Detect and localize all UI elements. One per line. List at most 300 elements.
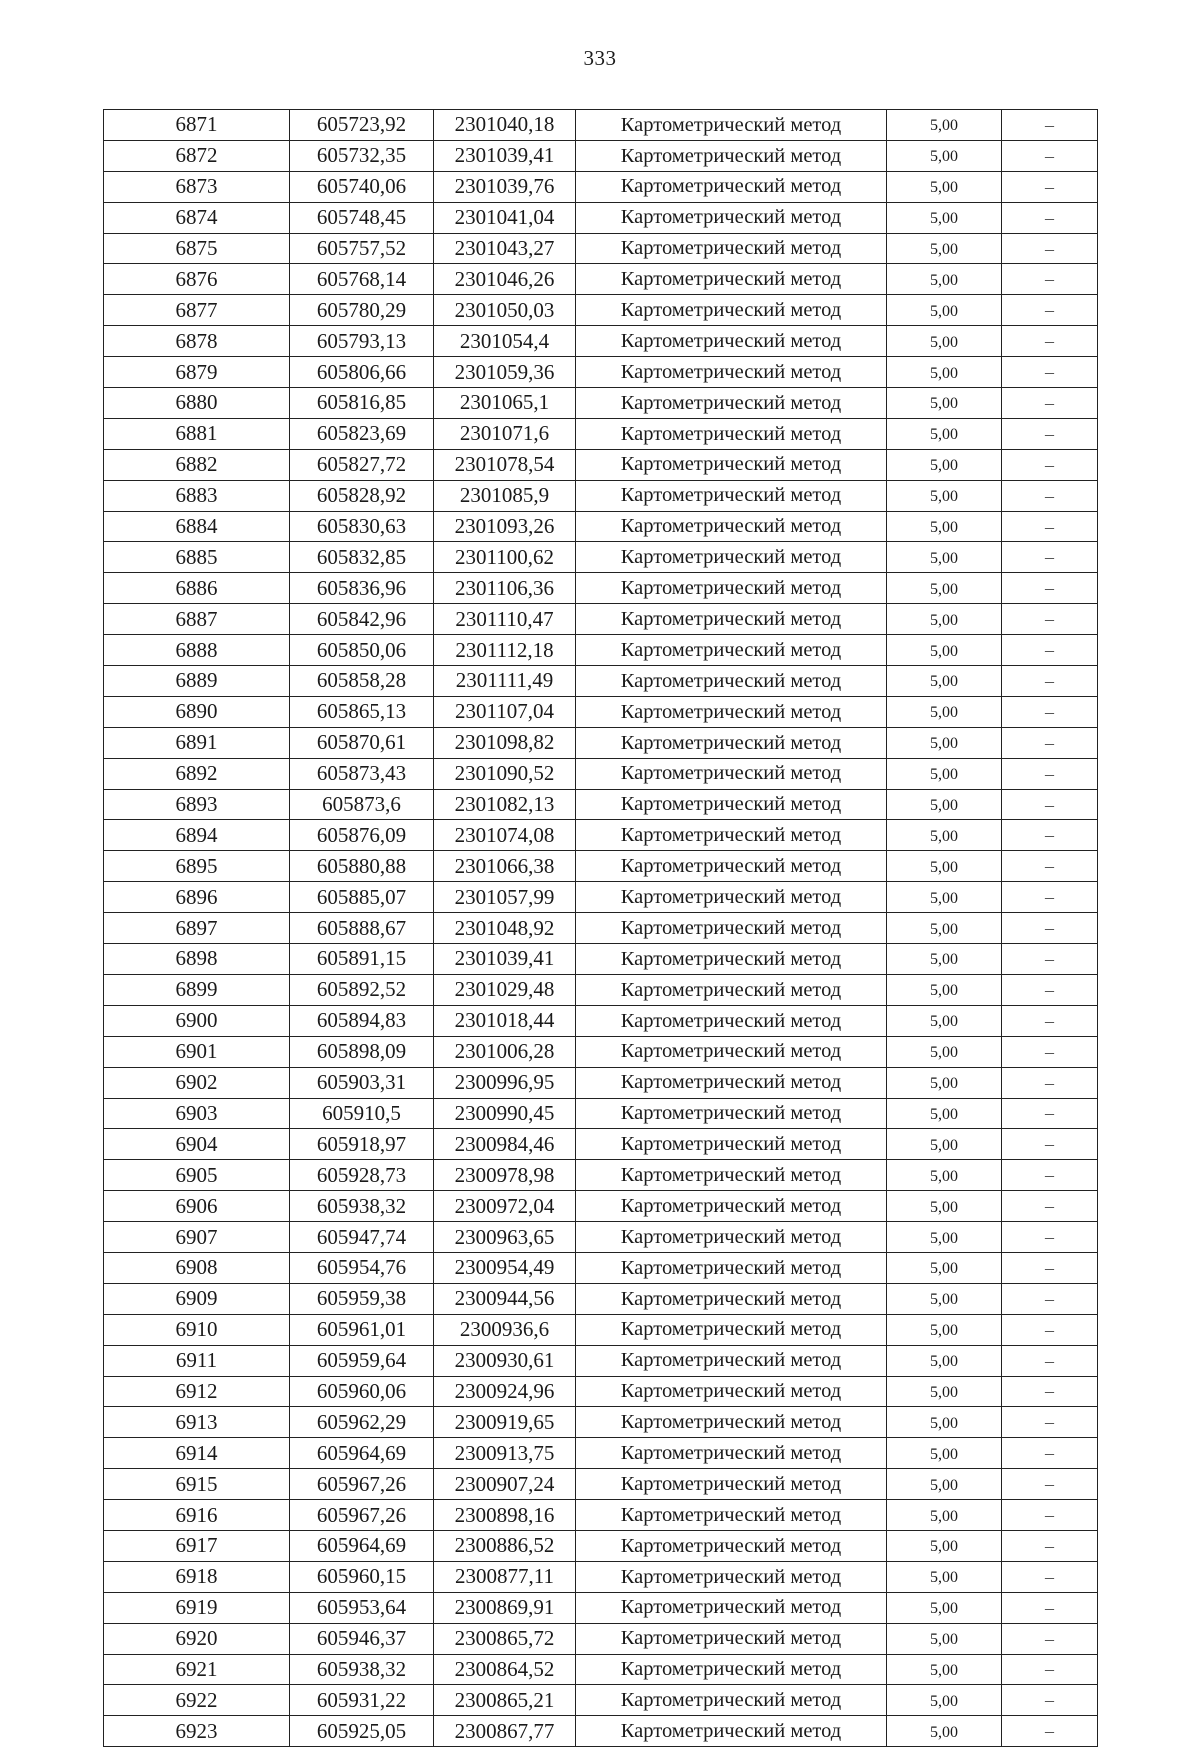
description-cell: – — [1002, 851, 1098, 882]
point-number-cell: 6895 — [104, 851, 290, 882]
method-cell: Картометрический метод — [576, 1345, 887, 1376]
description-cell: – — [1002, 1685, 1098, 1716]
x-coordinate-cell: 605827,72 — [290, 449, 434, 480]
accuracy-cell: 5,00 — [887, 1005, 1002, 1036]
x-coordinate-cell: 605850,06 — [290, 635, 434, 666]
accuracy-cell: 5,00 — [887, 1036, 1002, 1067]
y-coordinate-cell: 2300990,45 — [434, 1098, 576, 1129]
accuracy-cell: 5,00 — [887, 480, 1002, 511]
method-cell: Картометрический метод — [576, 326, 887, 357]
table-row — [104, 882, 1098, 913]
point-number-cell: 6899 — [104, 974, 290, 1005]
description-cell: – — [1002, 696, 1098, 727]
method-cell: Картометрический метод — [576, 696, 887, 727]
point-number-cell: 6878 — [104, 326, 290, 357]
accuracy-cell: 5,00 — [887, 820, 1002, 851]
accuracy-cell: 5,00 — [887, 418, 1002, 449]
x-coordinate-cell: 605954,76 — [290, 1252, 434, 1283]
accuracy-cell: 5,00 — [887, 635, 1002, 666]
description-cell: – — [1002, 326, 1098, 357]
x-coordinate-cell: 605740,06 — [290, 171, 434, 202]
point-number-cell: 6890 — [104, 696, 290, 727]
method-cell: Картометрический метод — [576, 1129, 887, 1160]
table-row — [104, 974, 1098, 1005]
accuracy-cell: 5,00 — [887, 202, 1002, 233]
table-row — [104, 140, 1098, 171]
method-cell: Картометрический метод — [576, 882, 887, 913]
table-row — [104, 449, 1098, 480]
method-cell: Картометрический метод — [576, 851, 887, 882]
point-number-cell: 6883 — [104, 480, 290, 511]
accuracy-cell: 5,00 — [887, 1283, 1002, 1314]
x-coordinate-cell: 605898,09 — [290, 1036, 434, 1067]
method-cell: Картометрический метод — [576, 1376, 887, 1407]
table-row — [104, 233, 1098, 264]
accuracy-cell: 5,00 — [887, 1191, 1002, 1222]
x-coordinate-cell: 605931,22 — [290, 1685, 434, 1716]
point-number-cell: 6872 — [104, 140, 290, 171]
method-cell: Картометрический метод — [576, 1283, 887, 1314]
point-number-cell: 6923 — [104, 1716, 290, 1747]
description-cell: – — [1002, 1376, 1098, 1407]
description-cell: – — [1002, 974, 1098, 1005]
table-row — [104, 604, 1098, 635]
method-cell: Картометрический метод — [576, 357, 887, 388]
method-cell: Картометрический метод — [576, 1530, 887, 1561]
accuracy-cell: 5,00 — [887, 882, 1002, 913]
point-number-cell: 6877 — [104, 295, 290, 326]
y-coordinate-cell: 2300930,61 — [434, 1345, 576, 1376]
table-row — [104, 1438, 1098, 1469]
y-coordinate-cell: 2300978,98 — [434, 1160, 576, 1191]
y-coordinate-cell: 2301018,44 — [434, 1005, 576, 1036]
y-coordinate-cell: 2300924,96 — [434, 1376, 576, 1407]
y-coordinate-cell: 2300864,52 — [434, 1654, 576, 1685]
point-number-cell: 6917 — [104, 1530, 290, 1561]
description-cell: – — [1002, 1283, 1098, 1314]
y-coordinate-cell: 2301090,52 — [434, 758, 576, 789]
y-coordinate-cell: 2301112,18 — [434, 635, 576, 666]
y-coordinate-cell: 2300936,6 — [434, 1314, 576, 1345]
method-cell: Картометрический метод — [576, 1685, 887, 1716]
point-number-cell: 6871 — [104, 110, 290, 141]
table-row — [104, 635, 1098, 666]
y-coordinate-cell: 2301043,27 — [434, 233, 576, 264]
description-cell: – — [1002, 1561, 1098, 1592]
y-coordinate-cell: 2301078,54 — [434, 449, 576, 480]
point-number-cell: 6880 — [104, 388, 290, 419]
x-coordinate-cell: 605832,85 — [290, 542, 434, 573]
method-cell: Картометрический метод — [576, 820, 887, 851]
accuracy-cell: 5,00 — [887, 727, 1002, 758]
method-cell: Картометрический метод — [576, 418, 887, 449]
accuracy-cell: 5,00 — [887, 1530, 1002, 1561]
description-cell: – — [1002, 1222, 1098, 1253]
accuracy-cell: 5,00 — [887, 1685, 1002, 1716]
accuracy-cell: 5,00 — [887, 604, 1002, 635]
method-cell: Картометрический метод — [576, 1407, 887, 1438]
accuracy-cell: 5,00 — [887, 326, 1002, 357]
point-number-cell: 6891 — [104, 727, 290, 758]
method-cell: Картометрический метод — [576, 1222, 887, 1253]
y-coordinate-cell: 2301107,04 — [434, 696, 576, 727]
point-number-cell: 6881 — [104, 418, 290, 449]
description-cell: – — [1002, 418, 1098, 449]
coordinates-table-body — [104, 110, 1098, 1747]
accuracy-cell: 5,00 — [887, 573, 1002, 604]
y-coordinate-cell: 2301039,41 — [434, 140, 576, 171]
y-coordinate-cell: 2301059,36 — [434, 357, 576, 388]
description-cell: – — [1002, 295, 1098, 326]
accuracy-cell: 5,00 — [887, 1252, 1002, 1283]
point-number-cell: 6906 — [104, 1191, 290, 1222]
accuracy-cell: 5,00 — [887, 974, 1002, 1005]
table-row — [104, 1376, 1098, 1407]
method-cell: Картометрический метод — [576, 110, 887, 141]
x-coordinate-cell: 605964,69 — [290, 1530, 434, 1561]
x-coordinate-cell: 605959,64 — [290, 1345, 434, 1376]
point-number-cell: 6893 — [104, 789, 290, 820]
table-row — [104, 1191, 1098, 1222]
y-coordinate-cell: 2301048,92 — [434, 913, 576, 944]
table-row — [104, 326, 1098, 357]
x-coordinate-cell: 605828,92 — [290, 480, 434, 511]
accuracy-cell: 5,00 — [887, 1592, 1002, 1623]
y-coordinate-cell: 2301093,26 — [434, 511, 576, 542]
x-coordinate-cell: 605816,85 — [290, 388, 434, 419]
method-cell: Картометрический метод — [576, 789, 887, 820]
table-row — [104, 727, 1098, 758]
description-cell: – — [1002, 635, 1098, 666]
x-coordinate-cell: 605962,29 — [290, 1407, 434, 1438]
description-cell: – — [1002, 542, 1098, 573]
table-row — [104, 542, 1098, 573]
point-number-cell: 6916 — [104, 1500, 290, 1531]
accuracy-cell: 5,00 — [887, 1500, 1002, 1531]
accuracy-cell: 5,00 — [887, 1407, 1002, 1438]
y-coordinate-cell: 2301074,08 — [434, 820, 576, 851]
accuracy-cell: 5,00 — [887, 758, 1002, 789]
y-coordinate-cell: 2300963,65 — [434, 1222, 576, 1253]
accuracy-cell: 5,00 — [887, 789, 1002, 820]
x-coordinate-cell: 605910,5 — [290, 1098, 434, 1129]
accuracy-cell: 5,00 — [887, 696, 1002, 727]
accuracy-cell: 5,00 — [887, 511, 1002, 542]
y-coordinate-cell: 2300865,21 — [434, 1685, 576, 1716]
table-row — [104, 1716, 1098, 1747]
accuracy-cell: 5,00 — [887, 542, 1002, 573]
y-coordinate-cell: 2301071,6 — [434, 418, 576, 449]
method-cell: Картометрический метод — [576, 171, 887, 202]
x-coordinate-cell: 605938,32 — [290, 1654, 434, 1685]
point-number-cell: 6903 — [104, 1098, 290, 1129]
table-row — [104, 388, 1098, 419]
point-number-cell: 6908 — [104, 1252, 290, 1283]
table-row — [104, 357, 1098, 388]
accuracy-cell: 5,00 — [887, 944, 1002, 975]
point-number-cell: 6887 — [104, 604, 290, 635]
point-number-cell: 6904 — [104, 1129, 290, 1160]
point-number-cell: 6909 — [104, 1283, 290, 1314]
method-cell: Картометрический метод — [576, 1469, 887, 1500]
description-cell: – — [1002, 666, 1098, 697]
method-cell: Картометрический метод — [576, 1067, 887, 1098]
method-cell: Картометрический метод — [576, 1654, 887, 1685]
method-cell: Картометрический метод — [576, 758, 887, 789]
accuracy-cell: 5,00 — [887, 110, 1002, 141]
y-coordinate-cell: 2300898,16 — [434, 1500, 576, 1531]
point-number-cell: 6889 — [104, 666, 290, 697]
table-row — [104, 418, 1098, 449]
description-cell: – — [1002, 820, 1098, 851]
table-row — [104, 666, 1098, 697]
accuracy-cell: 5,00 — [887, 851, 1002, 882]
description-cell: – — [1002, 913, 1098, 944]
x-coordinate-cell: 605885,07 — [290, 882, 434, 913]
method-cell: Картометрический метод — [576, 1561, 887, 1592]
description-cell: – — [1002, 110, 1098, 141]
table-row — [104, 1160, 1098, 1191]
accuracy-cell: 5,00 — [887, 1222, 1002, 1253]
method-cell: Картометрический метод — [576, 1191, 887, 1222]
accuracy-cell: 5,00 — [887, 1129, 1002, 1160]
x-coordinate-cell: 605823,69 — [290, 418, 434, 449]
x-coordinate-cell: 605959,38 — [290, 1283, 434, 1314]
table-row — [104, 820, 1098, 851]
x-coordinate-cell: 605953,64 — [290, 1592, 434, 1623]
description-cell: – — [1002, 264, 1098, 295]
accuracy-cell: 5,00 — [887, 140, 1002, 171]
accuracy-cell: 5,00 — [887, 388, 1002, 419]
point-number-cell: 6921 — [104, 1654, 290, 1685]
description-cell: – — [1002, 1036, 1098, 1067]
table-row — [104, 1530, 1098, 1561]
y-coordinate-cell: 2301111,49 — [434, 666, 576, 697]
table-row — [104, 789, 1098, 820]
method-cell: Картометрический метод — [576, 1252, 887, 1283]
point-number-cell: 6907 — [104, 1222, 290, 1253]
point-number-cell: 6898 — [104, 944, 290, 975]
y-coordinate-cell: 2301106,36 — [434, 573, 576, 604]
y-coordinate-cell: 2301110,47 — [434, 604, 576, 635]
y-coordinate-cell: 2301006,28 — [434, 1036, 576, 1067]
table-row — [104, 1036, 1098, 1067]
point-number-cell: 6876 — [104, 264, 290, 295]
y-coordinate-cell: 2300865,72 — [434, 1623, 576, 1654]
description-cell: – — [1002, 1314, 1098, 1345]
point-number-cell: 6922 — [104, 1685, 290, 1716]
point-number-cell: 6894 — [104, 820, 290, 851]
x-coordinate-cell: 605960,15 — [290, 1561, 434, 1592]
point-number-cell: 6919 — [104, 1592, 290, 1623]
table-row — [104, 264, 1098, 295]
x-coordinate-cell: 605888,67 — [290, 913, 434, 944]
x-coordinate-cell: 605938,32 — [290, 1191, 434, 1222]
method-cell: Картометрический метод — [576, 1005, 887, 1036]
x-coordinate-cell: 605768,14 — [290, 264, 434, 295]
table-row — [104, 511, 1098, 542]
description-cell: – — [1002, 604, 1098, 635]
point-number-cell: 6920 — [104, 1623, 290, 1654]
description-cell: – — [1002, 1407, 1098, 1438]
description-cell: – — [1002, 171, 1098, 202]
point-number-cell: 6879 — [104, 357, 290, 388]
y-coordinate-cell: 2300984,46 — [434, 1129, 576, 1160]
method-cell: Картометрический метод — [576, 573, 887, 604]
y-coordinate-cell: 2300972,04 — [434, 1191, 576, 1222]
accuracy-cell: 5,00 — [887, 666, 1002, 697]
x-coordinate-cell: 605894,83 — [290, 1005, 434, 1036]
y-coordinate-cell: 2300877,11 — [434, 1561, 576, 1592]
description-cell: – — [1002, 1067, 1098, 1098]
accuracy-cell: 5,00 — [887, 1716, 1002, 1747]
point-number-cell: 6884 — [104, 511, 290, 542]
method-cell: Картометрический метод — [576, 233, 887, 264]
description-cell: – — [1002, 140, 1098, 171]
table-row — [104, 758, 1098, 789]
method-cell: Картометрический метод — [576, 1098, 887, 1129]
table-row — [104, 1685, 1098, 1716]
description-cell: – — [1002, 789, 1098, 820]
x-coordinate-cell: 605873,43 — [290, 758, 434, 789]
table-row — [104, 1654, 1098, 1685]
point-number-cell: 6886 — [104, 573, 290, 604]
accuracy-cell: 5,00 — [887, 1623, 1002, 1654]
table-row — [104, 851, 1098, 882]
x-coordinate-cell: 605903,31 — [290, 1067, 434, 1098]
y-coordinate-cell: 2300913,75 — [434, 1438, 576, 1469]
x-coordinate-cell: 605732,35 — [290, 140, 434, 171]
method-cell: Картометрический метод — [576, 542, 887, 573]
description-cell: – — [1002, 573, 1098, 604]
x-coordinate-cell: 605918,97 — [290, 1129, 434, 1160]
accuracy-cell: 5,00 — [887, 913, 1002, 944]
y-coordinate-cell: 2300919,65 — [434, 1407, 576, 1438]
table-row — [104, 1407, 1098, 1438]
table-row — [104, 573, 1098, 604]
x-coordinate-cell: 605748,45 — [290, 202, 434, 233]
x-coordinate-cell: 605806,66 — [290, 357, 434, 388]
x-coordinate-cell: 605842,96 — [290, 604, 434, 635]
description-cell: – — [1002, 1438, 1098, 1469]
x-coordinate-cell: 605967,26 — [290, 1469, 434, 1500]
accuracy-cell: 5,00 — [887, 1376, 1002, 1407]
method-cell: Картометрический метод — [576, 1592, 887, 1623]
method-cell: Картометрический метод — [576, 1500, 887, 1531]
y-coordinate-cell: 2300907,24 — [434, 1469, 576, 1500]
x-coordinate-cell: 605723,92 — [290, 110, 434, 141]
point-number-cell: 6892 — [104, 758, 290, 789]
method-cell: Картометрический метод — [576, 666, 887, 697]
point-number-cell: 6915 — [104, 1469, 290, 1500]
y-coordinate-cell: 2301040,18 — [434, 110, 576, 141]
table-row — [104, 1345, 1098, 1376]
description-cell: – — [1002, 233, 1098, 264]
description-cell: – — [1002, 1530, 1098, 1561]
table-row — [104, 1067, 1098, 1098]
table-row — [104, 1623, 1098, 1654]
y-coordinate-cell: 2301054,4 — [434, 326, 576, 357]
description-cell: – — [1002, 944, 1098, 975]
method-cell: Картометрический метод — [576, 974, 887, 1005]
method-cell: Картометрический метод — [576, 913, 887, 944]
method-cell: Картометрический метод — [576, 604, 887, 635]
accuracy-cell: 5,00 — [887, 1438, 1002, 1469]
accuracy-cell: 5,00 — [887, 1098, 1002, 1129]
table-row — [104, 480, 1098, 511]
y-coordinate-cell: 2300869,91 — [434, 1592, 576, 1623]
point-number-cell: 6918 — [104, 1561, 290, 1592]
point-number-cell: 6911 — [104, 1345, 290, 1376]
description-cell: – — [1002, 1623, 1098, 1654]
accuracy-cell: 5,00 — [887, 1345, 1002, 1376]
table-row — [104, 1469, 1098, 1500]
method-cell: Картометрический метод — [576, 1716, 887, 1747]
y-coordinate-cell: 2301039,76 — [434, 171, 576, 202]
y-coordinate-cell: 2301100,62 — [434, 542, 576, 573]
y-coordinate-cell: 2301050,03 — [434, 295, 576, 326]
table-row — [104, 295, 1098, 326]
x-coordinate-cell: 605858,28 — [290, 666, 434, 697]
description-cell: – — [1002, 1098, 1098, 1129]
x-coordinate-cell: 605946,37 — [290, 1623, 434, 1654]
description-cell: – — [1002, 480, 1098, 511]
method-cell: Картометрический метод — [576, 1438, 887, 1469]
page-number: 333 — [583, 46, 617, 70]
description-cell: – — [1002, 1500, 1098, 1531]
table-row — [104, 1500, 1098, 1531]
point-number-cell: 6888 — [104, 635, 290, 666]
description-cell: – — [1002, 1160, 1098, 1191]
x-coordinate-cell: 605780,29 — [290, 295, 434, 326]
y-coordinate-cell: 2301039,41 — [434, 944, 576, 975]
description-cell: – — [1002, 1654, 1098, 1685]
x-coordinate-cell: 605836,96 — [290, 573, 434, 604]
method-cell: Картометрический метод — [576, 449, 887, 480]
method-cell: Картометрический метод — [576, 202, 887, 233]
point-number-cell: 6896 — [104, 882, 290, 913]
method-cell: Картометрический метод — [576, 264, 887, 295]
point-number-cell: 6901 — [104, 1036, 290, 1067]
method-cell: Картометрический метод — [576, 944, 887, 975]
accuracy-cell: 5,00 — [887, 295, 1002, 326]
y-coordinate-cell: 2301029,48 — [434, 974, 576, 1005]
description-cell: – — [1002, 1716, 1098, 1747]
table-row — [104, 1561, 1098, 1592]
accuracy-cell: 5,00 — [887, 264, 1002, 295]
table-row — [104, 202, 1098, 233]
point-number-cell: 6897 — [104, 913, 290, 944]
point-number-cell: 6875 — [104, 233, 290, 264]
accuracy-cell: 5,00 — [887, 1654, 1002, 1685]
y-coordinate-cell: 2301041,04 — [434, 202, 576, 233]
accuracy-cell: 5,00 — [887, 171, 1002, 202]
description-cell: – — [1002, 202, 1098, 233]
x-coordinate-cell: 605964,69 — [290, 1438, 434, 1469]
method-cell: Картометрический метод — [576, 511, 887, 542]
y-coordinate-cell: 2301085,9 — [434, 480, 576, 511]
x-coordinate-cell: 605873,6 — [290, 789, 434, 820]
method-cell: Картометрический метод — [576, 727, 887, 758]
method-cell: Картометрический метод — [576, 1623, 887, 1654]
table-row — [104, 1283, 1098, 1314]
x-coordinate-cell: 605960,06 — [290, 1376, 434, 1407]
point-number-cell: 6913 — [104, 1407, 290, 1438]
method-cell: Картометрический метод — [576, 1036, 887, 1067]
accuracy-cell: 5,00 — [887, 1160, 1002, 1191]
y-coordinate-cell: 2301066,38 — [434, 851, 576, 882]
accuracy-cell: 5,00 — [887, 1314, 1002, 1345]
